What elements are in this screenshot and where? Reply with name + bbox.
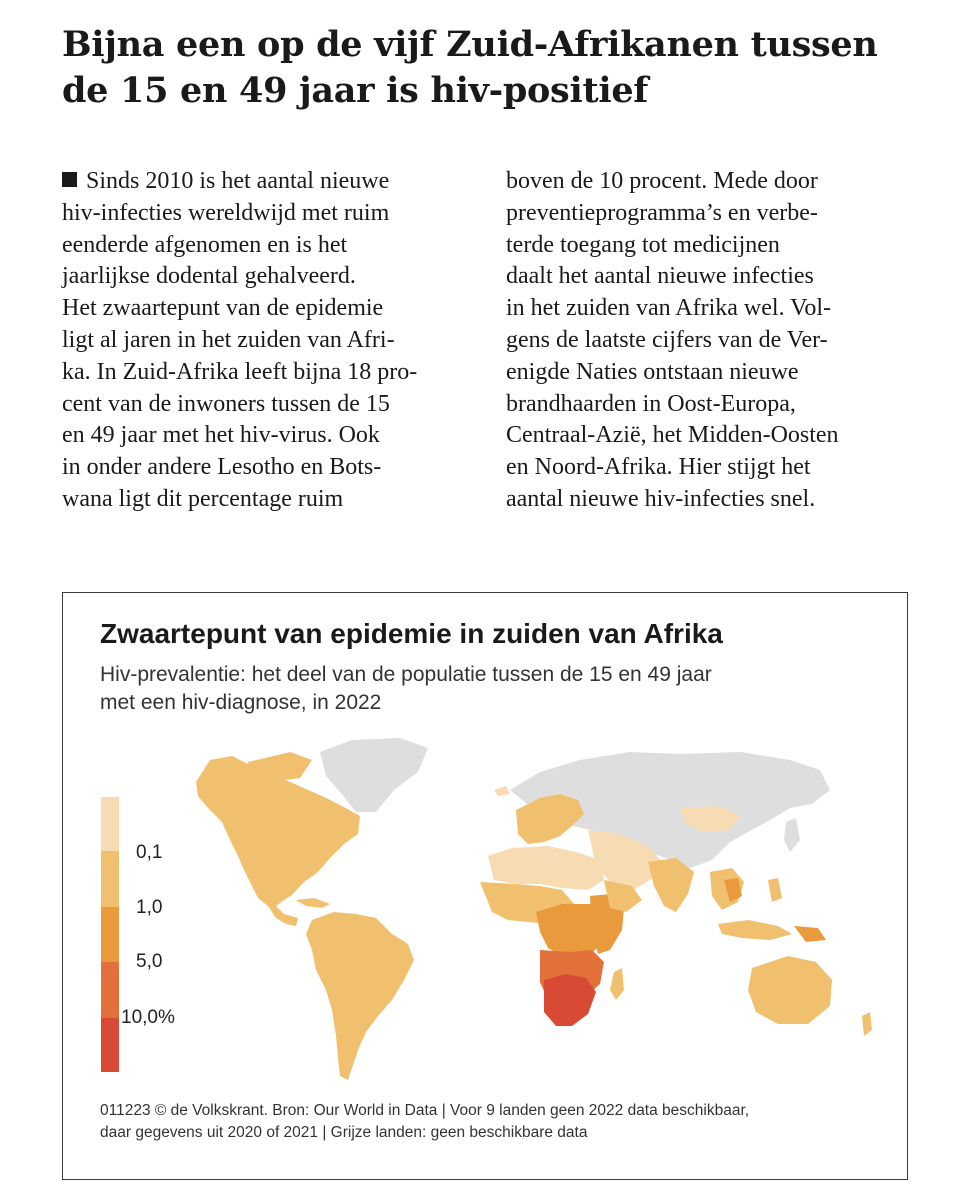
text-line: gens de laatste cijfers van de Ver- <box>506 326 828 353</box>
text-line: Het zwaartepunt van de epidemie <box>62 295 384 322</box>
north-africa-shape <box>488 846 604 890</box>
text-line: aantal nieuwe hiv-infecties snel. <box>506 485 816 512</box>
headline-line: de 15 en 49 jaar is hiv-positief <box>62 70 649 111</box>
japan-shape <box>784 818 800 852</box>
legend-bar <box>101 797 119 1072</box>
legend-swatch-high <box>101 962 119 1018</box>
legend-swatch-highest <box>101 1018 119 1072</box>
text-line: jaarlijkse dodental gehalveerd. <box>62 263 356 290</box>
legend-swatch-lowest <box>101 797 119 851</box>
text-line: en 49 jaar met het hiv-virus. Ook <box>62 422 380 449</box>
text-line: enigde Naties ontstaan nieuwe <box>506 358 799 385</box>
text-line: cent van de inwoners tussen de 15 <box>62 390 390 417</box>
text-line: in het zuiden van Afrika wel. Vol- <box>506 295 832 322</box>
chart-source <box>100 1100 900 1144</box>
philippines-shape <box>768 878 782 902</box>
legend-label-mid: 5,0 <box>136 951 163 972</box>
indonesia-shape <box>718 920 792 940</box>
headline-line: Bijna een op de vijf Zuid-Afrikanen tussen <box>62 24 878 65</box>
text-line: brandhaarden in Oost-Europa, <box>506 390 796 417</box>
subtitle-line: Hiv-prevalentie: het deel van de populatie tussen de 15 en 49 jaar <box>100 663 712 686</box>
chart-title: Zwaartepunt van epidemie in zuiden van Afrika <box>100 618 723 649</box>
new-zealand-shape <box>862 1012 872 1036</box>
legend-swatch-mid <box>101 907 119 962</box>
text-line: boven de 10 procent. Mede door <box>506 168 818 194</box>
text-line: in onder andere Lesotho en Bots- <box>62 454 382 481</box>
source-line: 011223 © de Volkskrant. Bron: Our World in Data | Voor 9 landen geen 2022 data beschikbaar, <box>100 1102 750 1119</box>
greenland-shape <box>320 738 428 812</box>
text-line: eenderde afgenomen en is het <box>62 231 348 258</box>
text-line: ligt al jaren in het zuiden van Afri- <box>62 326 395 353</box>
southern-africa-highest-shape <box>544 974 596 1026</box>
text-line: preventieprogramma’s en verbe- <box>506 199 818 226</box>
legend-swatch-low <box>101 851 119 907</box>
legend-label-high: 10,0% <box>121 1007 175 1028</box>
text-line: daalt het aantal nieuwe infecties <box>506 263 814 290</box>
text-line: hiv-infecties wereldwijd met ruim <box>62 199 390 226</box>
papua-shape <box>794 926 826 942</box>
source-line: daar gegevens uit 2020 of 2021 | Grijze landen: geen beschikbare data <box>100 1124 588 1141</box>
text-line: Centraal-Azië, het Midden-Oosten <box>506 422 839 449</box>
legend-label-lowest: 0,1 <box>136 842 163 863</box>
text-line: wana ligt dit percentage ruim <box>62 485 344 512</box>
iceland-shape <box>494 786 510 796</box>
text-line: Sinds 2010 is het aantal nieuwe <box>62 166 472 198</box>
text-line: terde toegang tot medicijnen <box>506 231 780 258</box>
caribbean-shape <box>296 898 330 908</box>
text-line: en Noord-Afrika. Hier stijgt het <box>506 454 811 481</box>
subtitle-line: met een hiv-diagnose, in 2022 <box>100 691 382 714</box>
south-america-shape <box>306 912 414 1080</box>
madagascar-shape <box>610 968 624 1000</box>
text-line: ka. In Zuid-Afrika leeft bijna 18 pro- <box>62 358 418 385</box>
legend-label-low: 1,0 <box>136 897 163 918</box>
australia-shape <box>748 956 832 1024</box>
